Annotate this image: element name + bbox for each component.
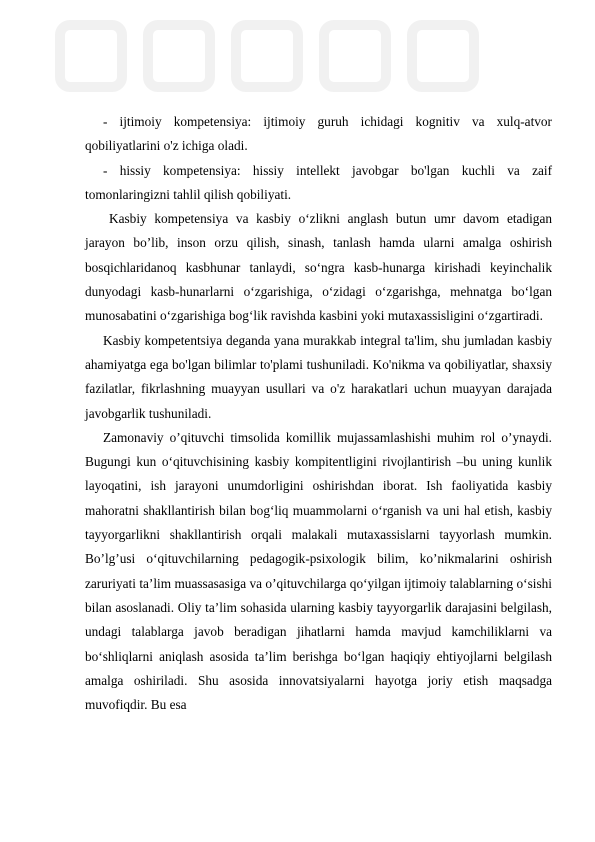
paragraph-social-competence: - ijtimoiy kompetensiya: ijtimoiy guruh ichidagi kognitiv va xulq-atvor qobiliyatlarini o'z ichiga oladi. — [85, 114, 552, 154]
paragraph-integral-education: Kasbiy kompetentsiya deganda yana murakkab integral ta'lim, shu jumladan kasbiy ahamiyatga ega bo'lgan bilimlar to'plami tushuniladi. Ko'nikma va qobiliyatlar, shaxsiy fazilatlar, fikrlashning muayyan usullari va o'z harakatlari uchun muayyan darajada javobgarlik tushuniladi. — [85, 332, 552, 421]
document-body — [85, 110, 552, 717]
paragraph-professional-competence: Kasbiy kompetensiya va kasbiy o‘zlikni anglash butun umr davom etadigan jarayon bo’lib, inson orzu qilish, sinash, tanlash hamda ularni amalga oshirish bosqichlaridanoq kasbhunar tanlaydi, so‘ngra kasb-hunarga kirishadi keyinchalik dunyodagi kasb-hunarlarni o‘zgarishiga, o‘zidagi o‘zgarishga, mehnatga bo‘lgan munosabatini o‘zgarishiga bog‘lik ravishda kasbini yoki mutaxassisligini o‘zgartiradi. — [85, 211, 552, 324]
paragraph-emotional-competence: - hissiy kompetensiya: hissiy intellekt javobgar bo'lgan kuchli va zaif tomonlaringizni tahlil qilish qobiliyati. — [85, 162, 552, 202]
paragraph-modern-teacher: Zamonaviy o’qituvchi timsolida komillik mujassamlashishi muhim rol o’ynaydi. Bugungi kun o‘qituvchisining kasbiy kompitentligini rivojlantirish –bu uning kunlik layoqatini, ish jarayoni unumdorligini oshirishdan iborat. Ish faoliyatida kasbiy mahoratni shakllantirish bilan bog‘liq muammolarni o‘rganish va uni hal etish, kasbiy tayyorgarlikni shakllantirish orqali malakali mutaxassislarni tayyorlash mumkin. Bo’lg’usi o‘qituvchilarning pedagogik-psixologik bilim, ko’nikmalarini oshirish zaruriyati ta’lim muassasasiga va o’qituvchilarga qo‘yilgan ijtimoiy talablarning o‘sishi bilan asoslanadi. Oliy ta’lim sohasida ularning kasbiy tayyorgarlik darajasini belgilash, undagi talablarga javob beradigan jihatlarni hamda mavjud kamchiliklarni va bo‘shliqlarni aniqlash asosida ta’lim berishga bo‘lgan haqiqiy ehtiyojlarni belgilash amalga oshiriladi. Shu asosida innovatsiyalarni hayotga joriy etish maqsadga muvofiqdir. Bu esa — [85, 429, 552, 713]
